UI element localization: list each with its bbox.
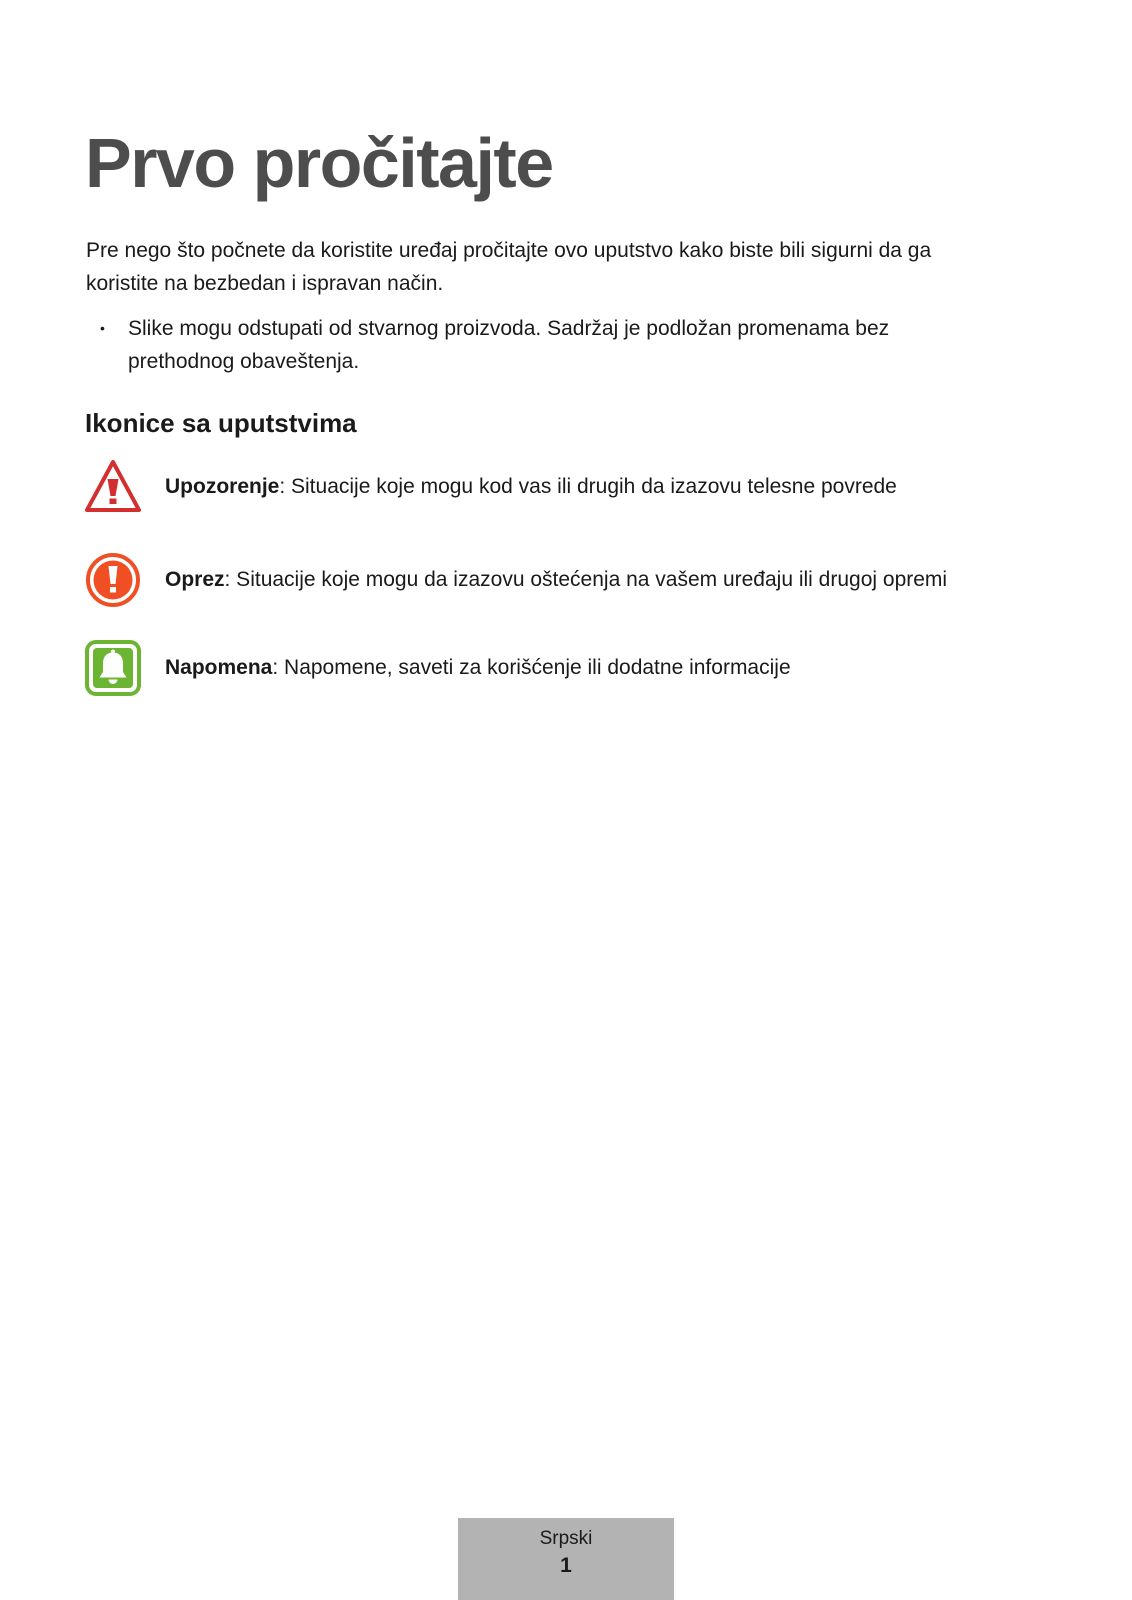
instruction-term: Upozorenje xyxy=(165,475,280,498)
bullet-list xyxy=(86,312,986,378)
instruction-description: : Situacije koje mogu kod vas ili drugih da izazovu telesne povrede xyxy=(279,475,897,498)
instruction-description: : Napomene, saveti za korišćenje ili dodatne informacije xyxy=(272,656,791,679)
note-bell-icon xyxy=(85,640,141,696)
caution-circle-icon xyxy=(85,552,141,608)
bullet-text: Slike mogu odstupati od stvarnog proizvoda. Sadržaj je podložan promenama bez prethodnog obaveštenja. xyxy=(128,317,890,373)
instruction-term: Napomena xyxy=(165,656,273,679)
instruction-term: Oprez xyxy=(165,568,225,591)
footer-language: Srpski xyxy=(539,1528,593,1549)
intro-paragraph: Pre nego što počnete da koristite uređaj pročitajte ovo uputstvo kako biste bili sigurni da ga koristite na bezbedan i ispravan način. xyxy=(86,239,932,295)
instruction-row-note xyxy=(85,640,791,696)
bullet-dot: • xyxy=(100,320,105,336)
instruction-text-warning xyxy=(165,473,897,501)
instruction-text-note xyxy=(165,654,791,682)
list-item xyxy=(86,312,986,378)
page-number: 1 xyxy=(560,1554,572,1577)
section-heading: Ikonice sa uputstvima xyxy=(85,408,357,438)
instruction-description: : Situacije koje mogu da izazovu oštećenja na vašem uređaju ili drugoj opremi xyxy=(224,568,948,591)
instruction-text-caution xyxy=(165,566,947,594)
page-title: Prvo pročitajte xyxy=(85,124,553,202)
instruction-row-warning xyxy=(85,459,897,515)
page-footer xyxy=(458,1518,674,1600)
warning-triangle-icon xyxy=(85,459,141,515)
instruction-row-caution xyxy=(85,552,947,608)
